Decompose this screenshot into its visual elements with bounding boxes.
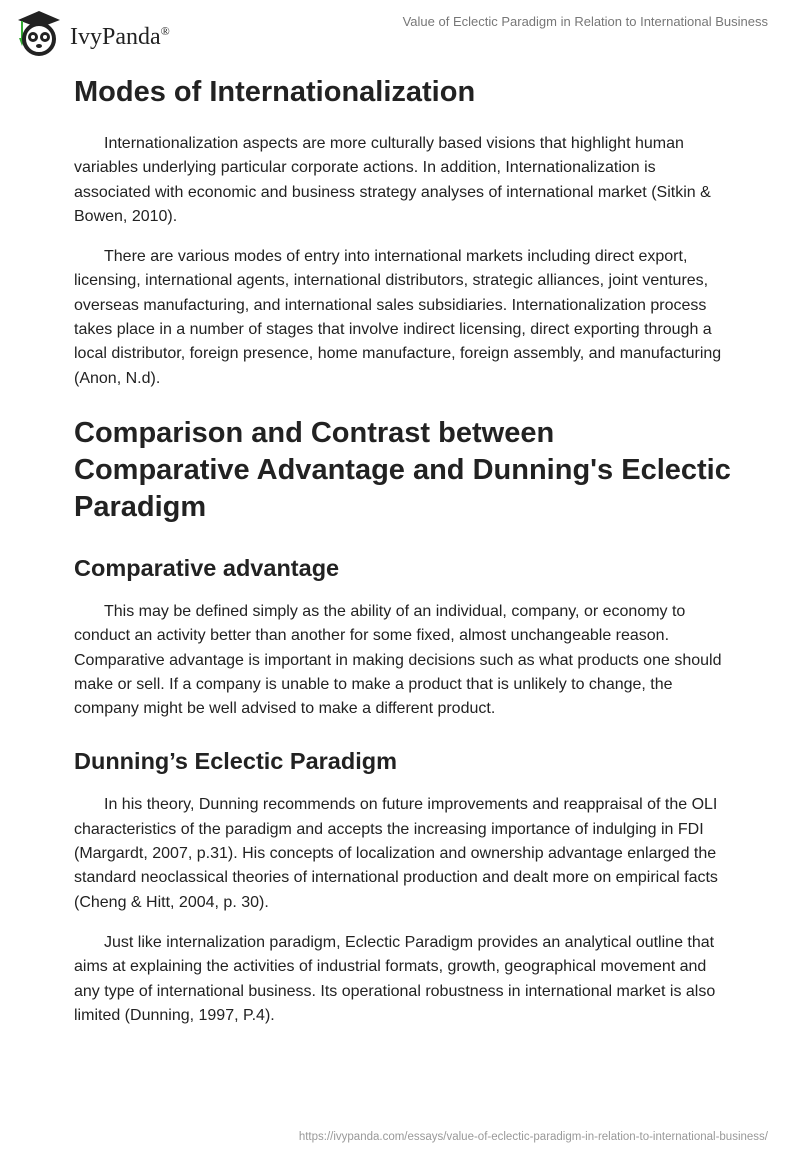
ivypanda-logo[interactable]: [12, 8, 170, 58]
paragraph: Internationalization aspects are more culturally based visions that highlight human variables underlying particular corporate actions. In addition, Internationalization is associated with economic and business strategy analyses of international market (Sitkin & Bowen, 2010).: [74, 135, 711, 225]
paragraph: This may be defined simply as the ability of an individual, company, or economy to conduct an activity better than another for some fixed, almost unchangeable reason. Comparative advantage is important in making decisions such as what products one should make or sell. If a company is unable to make a product that is unlikely to change, the company might be well advised to make a different product.: [74, 602, 722, 718]
logo-text: IvyPanda: [70, 23, 161, 50]
source-url[interactable]: https://ivypanda.com/essays/value-of-eclectic-paradigm-in-relation-to-international-business/: [298, 1131, 768, 1143]
registered-mark: ®: [160, 23, 170, 38]
section-heading: Modes of Internationalization: [74, 76, 476, 108]
essay-content: [74, 70, 734, 1028]
paragraph: Just like internalization paradigm, Eclectic Paradigm provides an analytical outline that aims at explaining the activities of industrial formats, growth, geographical movement and any type of international business. Its operational robustness in international market is also limited (Dunning, 1997, P.4).: [74, 933, 716, 1024]
page-header: [0, 0, 800, 60]
paragraph: In his theory, Dunning recommends on future improvements and reappraisal of the OLI characteristics of the paradigm and accepts the increasing importance of indulging in FDI (Margardt, 2007, p.31). His concepts of localization and ownership advantage enlarged the standard neoclassical theories of international production and dealt more on empirical facts (Cheng & Hitt, 2004, p. 30).: [74, 796, 718, 911]
panda-graduate-icon: [12, 8, 66, 58]
section-heading: Comparison and Contrast between Comparative Advantage and Dunning's Eclectic Paradigm: [74, 416, 731, 523]
document-title: Value of Eclectic Paradigm in Relation to International Business: [402, 14, 768, 29]
subsection-heading: Comparative advantage: [74, 554, 340, 581]
subsection-heading: Dunning’s Eclectic Paradigm: [74, 748, 397, 775]
paragraph: There are various modes of entry into international markets including direct export, licensing, international agents, international distributors, strategic alliances, joint ventures, overseas manufacturing, and international sales subsidiaries. Internationalization process takes place in a number of stages that involve indirect licensing, direct exporting through a local distributor, foreign presence, home manufacture, foreign assembly, and manufacturing (Anon, N.d).: [74, 248, 722, 387]
